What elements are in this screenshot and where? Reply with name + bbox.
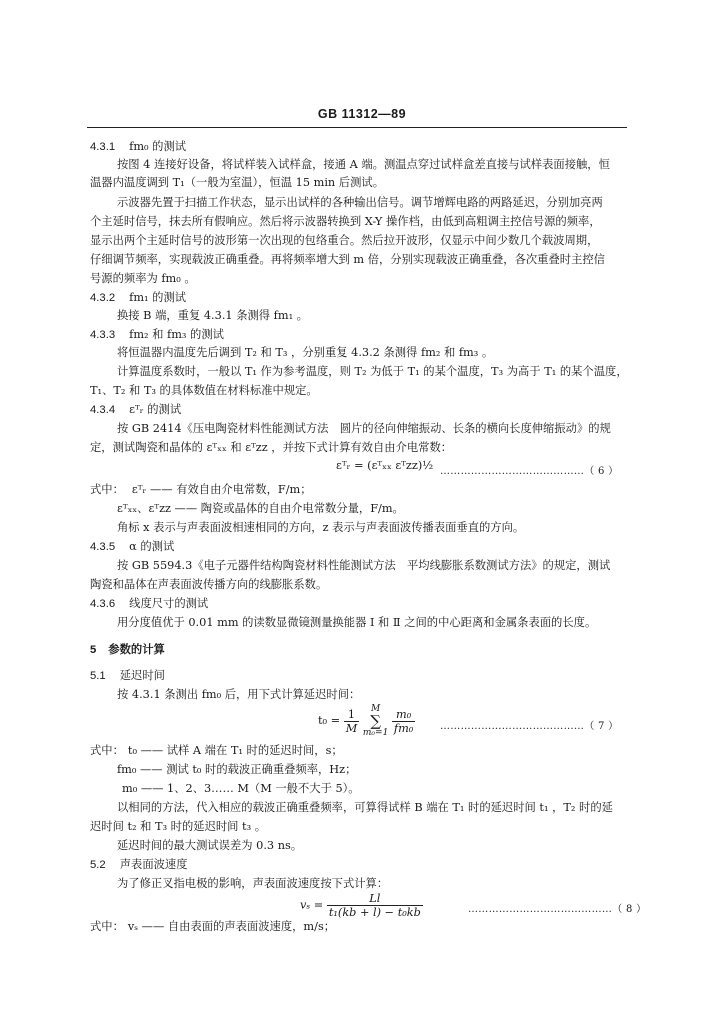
section-4-3-3-heading [90,326,724,344]
definition: εᵀᵣ —— 有效自由介电常数，F/m； [131,483,312,496]
section-number: 5 [90,644,97,656]
section-title: 声表面波速度 [119,858,188,871]
eq8-lhs: vₛ = [300,898,324,912]
eq7-sum-bot: m₀=1 [362,728,389,738]
header-rule [87,127,627,128]
eq7-coef-num: 1 [344,708,360,722]
equation-7-number: ……………………………………（ 7 ） [440,721,619,732]
definition: 角标 x 表示与声表面波相速相同的方向，z 表示与声表面波传播表面垂直的方向。 [117,521,525,534]
section-number: 5.1 [90,670,106,682]
where-label: 式中： [90,920,124,933]
section-title: fm₂ 和 fm₃ 的测试 [129,328,224,341]
paragraph-line: 定，测试陶瓷和晶体的 εᵀₓₓ 和 εᵀzz ，并按下式计算有效自由介电常数： [90,441,453,454]
paragraph-line: 按 GB 5594.3《电子元器件结构陶瓷材料性能测试方法 平均线膨胀系数测试方法》的规定，测试 [117,559,611,572]
paragraph-line: 仔细调节频率，实现载波正确重叠。再将频率增大到 m 倍，分别实现载波正确重叠，各次重叠时主控信 [90,253,605,266]
paragraph-line: 换接 B 端，重复 4.3.1 条测得 fm₁ 。 [117,309,308,322]
paragraph-line: 显示出两个主延时信号的波形第一次出现的包络重合。然后拉开波形，仅显示中间少数几个载波周期， [90,234,599,247]
section-4-3-4-heading [90,401,724,419]
eq8-fraction [327,892,423,919]
section-4-3-5-heading [90,538,724,556]
eq7-den: fm₀ [393,721,414,735]
definition: εᵀₓₓ、εᵀzz —— 陶瓷或晶体的自由介电常数分量，F/m。 [117,502,404,515]
paragraph-line: 延迟时间的最大测试误差为 0.3 ns。 [117,839,303,852]
paragraph-line: 按 4.3.1 条测出 fm₀ 后，用下式计算延迟时间： [117,688,361,701]
section-4-3-1-heading [90,138,724,156]
section-number: 4.3.4 [90,404,116,416]
eq7-lhs: t₀ = [318,714,341,727]
paragraph-line: 计算温度系数时，一般以 T₁ 作为参考温度，则 T₂ 为低于 T₁ 的某个温度，T₃ 为高于 T₁ 的某个温度， [117,365,628,378]
section-5-1-heading [90,667,724,685]
section-number: 4.3.2 [90,292,116,304]
eq7-sum-sign: ∑ [370,712,381,730]
definition: t₀ —— 试样 A 端在 T₁ 时的延迟时间，s； [127,744,343,757]
paragraph-line: 示波器先置于扫描工作状态，显示出试样的各种输出信号。调节增辉电路的两路延迟，分别加亮两 [117,196,603,209]
eq7-sum-top: M [370,704,381,714]
eq7-coefficient [344,708,360,735]
definition: m₀ —— 1、2、3…… M（M 一般不大于 5）。 [122,782,360,795]
section-number: 4.3.5 [90,541,116,553]
equation-6-number: ……………………………………（ 6 ） [440,466,619,477]
page-header: GB 11312—89 [317,107,407,121]
section-title: α 的测试 [129,540,175,553]
eq7-fraction [392,708,415,735]
paragraph-line: 用分度值优于 0.01 mm 的读数显微镜测量换能器 Ⅰ 和 Ⅱ 之间的中心距离和金属条表面的长度。 [117,616,597,629]
where-line [90,918,627,936]
section-4-3-6-heading [90,595,724,613]
eq8-den: t₁(kb + l) − t₀kb [328,906,421,919]
section-5-heading [90,640,724,659]
paragraph-line: 以相同的方法，代入相应的载波正确重叠频率，可算得试样 B 端在 T₁ 时的延迟时间 t₁ ，T₂ 时的延 [117,801,613,814]
equation-6: εᵀᵣ = (εᵀₓₓ εᵀzz)½ [336,459,434,472]
paragraph-line: 为了修正叉指电极的影响，声表面波速度按下式计算： [117,877,389,890]
equation-8-number: ……………………………………（ 8 ） [468,904,647,915]
section-number: 4.3.1 [90,141,116,153]
paragraph-line: 温器内温度调到 T₁（一般为室温），恒温 15 min 后测试。 [90,176,384,189]
paragraph-line: 按图 4 连接好设备，将试样装入试样盒，接通 A 端。测温点穿过试样盒差直接与试样表面接触，恒 [117,158,610,171]
section-title: εᵀᵣ 的测试 [129,403,182,416]
eq7-num: m₀ [392,708,415,722]
definition: vₛ —— 自由表面的声表面波速度，m/s； [127,920,336,933]
paragraph-line: 按 GB 2414《压电陶瓷材料性能测试方法 圆片的径向伸缩振动、长条的横向长度伸缩振动》的规 [117,422,611,435]
paragraph-line: 将恒温器内温度先后调到 T₂ 和 T₃ ，分别重复 4.3.2 条测得 fm₂ 和 fm₃ 。 [117,346,494,359]
where-line [90,742,627,760]
where-label: 式中： [90,744,124,757]
section-title: 参数的计算 [108,642,165,656]
paragraph-line: 个主延时信号，抹去所有假响应。然后将示波器转换到 X-Y 操作档，由低到高粗调主控信号源的频率， [90,215,601,228]
eq7-summation [363,704,388,738]
paragraph-line: 号源的频率为 fm₀ 。 [90,272,196,285]
section-title: 延迟时间 [119,669,165,682]
equation-8 [300,892,423,919]
definition: fm₀ —— 测试 t₀ 时的载波正确重叠频率，Hz； [117,763,357,776]
section-number: 5.2 [90,859,106,871]
section-5-2-heading [90,856,724,874]
where-line [90,481,627,499]
section-number: 4.3.6 [90,598,116,610]
eq8-num: Ll [327,892,423,906]
where-label: 式中： [90,483,124,496]
paragraph-line: 迟时间 t₂ 和 T₃ 时的延迟时间 t₃ 。 [90,820,267,833]
paragraph-line: T₁、T₂ 和 T₃ 的具体数值在材料标准中规定。 [90,384,318,397]
equation-7 [318,704,415,738]
section-title: fm₀ 的测试 [129,140,187,153]
eq7-coef-den: M [345,721,358,735]
section-title: 线度尺寸的测试 [129,597,209,610]
paragraph-line: 陶瓷和晶体在声表面波传播方向的线膨胀系数。 [90,578,328,591]
section-title: fm₁ 的测试 [129,291,187,304]
section-number: 4.3.3 [90,329,116,341]
section-4-3-2-heading [90,289,724,307]
